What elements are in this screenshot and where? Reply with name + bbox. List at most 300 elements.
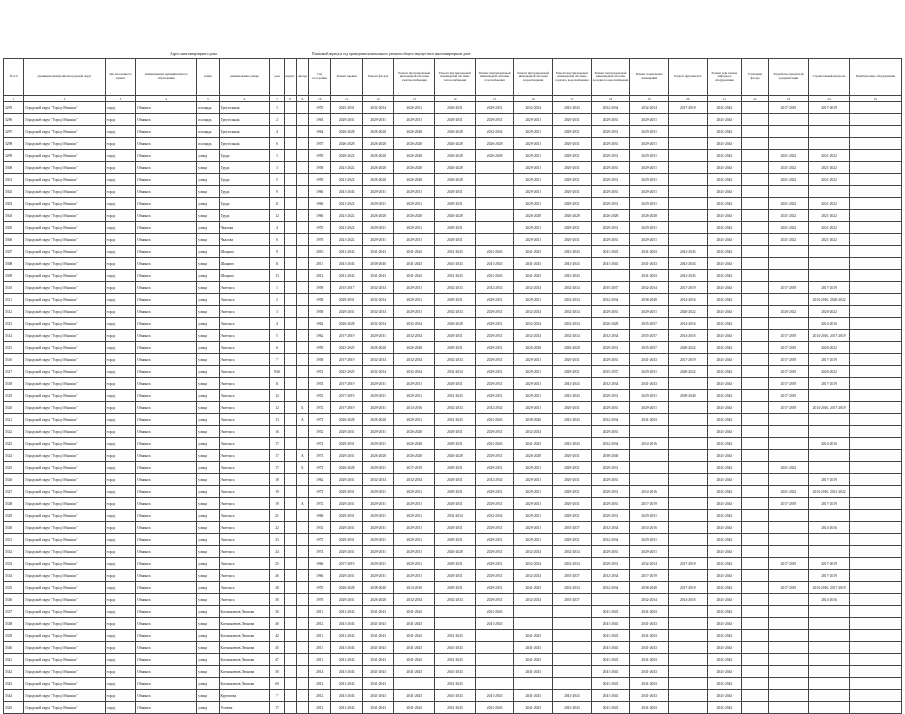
table-cell: 2017-2019 [331,330,363,342]
table-cell [284,354,296,366]
table-cell [668,498,707,510]
table-cell [475,642,514,654]
table-cell: 2029-2031 [591,186,630,198]
table-cell [849,378,901,390]
table-cell: 2017-2019 [630,570,669,582]
table-cell: Городской округ "Город Обнинск" [24,162,105,174]
table-cell: 2029-2031 [591,354,630,366]
table-cell: 2026-2028 [435,210,476,222]
table-cell: 2032-2034 [553,330,592,342]
table-cell: 2041-2043 [707,354,742,366]
table-cell: город [105,354,136,366]
table-cell: 2041-2043 [707,486,742,498]
table-row [4,126,902,138]
table-cell: город [105,486,136,498]
table-cell: 2021-2022 [331,174,363,186]
table-cell [296,210,308,222]
table-cell: 2029-2031 [475,378,514,390]
table-cell: 12 [270,210,284,222]
table-cell: 2026-2028 [435,138,476,150]
table-cell [435,618,476,630]
table-cell [742,558,768,570]
table-cell [284,138,296,150]
table-cell: 2014-2016, 2017-2019 [809,402,850,414]
table-cell: 2017-2019 [809,102,850,114]
table-cell: 1970 [309,102,331,114]
table-cell: 12 [270,402,284,414]
table-cell [742,570,768,582]
table-cell: 2017-2019 [331,354,363,366]
table-cell: 2029-2031 [362,510,394,522]
table-cell: 2041-2043 [707,342,742,354]
table-cell: Городской округ "Город Обнинск" [24,114,105,126]
table-cell: Городской округ "Город Обнинск" [24,438,105,450]
table-cell: 2041-2043 [435,666,476,678]
table-cell: 2041-2043 [591,678,630,690]
table-cell: 2026-2028 [331,138,363,150]
table-cell: 2026-2028 [514,210,553,222]
table-cell: Городской округ "Город Обнинск" [24,426,105,438]
table-cell [284,246,296,258]
table-cell: Обнинск [136,282,197,294]
table-cell: 2029-2031 [553,198,592,210]
table-cell: 2029-2031 [514,378,553,390]
table-cell [742,438,768,450]
table-cell: 1966 [309,570,331,582]
table-cell: 2041-2043 [362,702,394,714]
table-cell [296,666,308,678]
table-cell: 2017-2019 [768,366,809,378]
table-cell: 2032-2034 [553,558,592,570]
table-cell: 2041-2043 [630,666,669,678]
table-cell: Городской округ "Город Обнинск" [24,486,105,498]
table-cell: 2029-2031 [394,570,435,582]
table-cell: город [105,510,136,522]
table-cell: Городской округ "Город Обнинск" [24,342,105,354]
table-cell: 2029-2031 [435,330,476,342]
table-cell [668,162,707,174]
table-cell [742,606,768,618]
table-cell: 2014-2016 [809,318,850,330]
table-cell: город [105,174,136,186]
table-cell: Труда [219,162,270,174]
table-cell: 1963 [309,114,331,126]
table-cell: 2029-2031 [591,426,630,438]
table-cell: 13 [270,270,284,282]
table-cell: Обнинск [136,594,197,606]
table-cell: 2041-2043 [553,378,592,390]
table-cell: Городской округ "Город Обнинск" [24,186,105,198]
table-cell: 2041-2043 [630,354,669,366]
table-cell: 3330 [4,522,24,534]
table-cell: 2017-2019 [630,498,669,510]
table-cell: 3312 [4,306,24,318]
table-cell: Шацкого [219,246,270,258]
table-cell: Энгельса [219,522,270,534]
table-cell [809,258,850,270]
table-cell: 2021-2022 [768,150,809,162]
table-cell [296,186,308,198]
table-cell: 2029-2031 [514,510,553,522]
table-cell: 2014-2016, 2021-2022 [809,486,850,498]
table-cell: 2026-2028 [362,138,394,150]
table-cell: 2041-2043 [707,126,742,138]
table-cell: 3325 [4,462,24,474]
table-cell: 2041-2043 [362,654,394,666]
table-cell: 2041-2043 [707,462,742,474]
table-cell [296,126,308,138]
table-cell: 2041-2043 [707,150,742,162]
table-cell: 2021-2022 [809,198,850,210]
table-cell: улица [197,690,219,702]
table-cell: 2026-2028 [331,462,363,474]
table-cell [742,594,768,606]
table-cell: Энгельса [219,354,270,366]
table-cell [668,534,707,546]
table-cell: 2025-2031 [331,102,363,114]
table-cell: 2029-2031 [435,498,476,510]
table-cell: 2029-2031 [475,522,514,534]
table-cell: 2017-2019 [768,378,809,390]
table-cell: 2041-2043 [630,270,669,282]
table-cell: 2029-2031 [591,402,630,414]
table-cell: 2041-2043 [630,654,669,666]
table-cell: 2029-2031 [394,390,435,402]
table-cell: 2032-2034 [630,558,669,570]
table-cell [630,426,669,438]
table-cell: Городской округ "Город Обнинск" [24,534,105,546]
table-cell: Труда [219,210,270,222]
table-cell: 6 [270,138,284,150]
table-cell [742,414,768,426]
table-cell: 2026-2028 [362,126,394,138]
table-cell: 2032-2034 [591,294,630,306]
table-cell: 2029-2031 [553,222,592,234]
table-row [4,702,902,714]
table-cell: 2041-2043 [331,270,363,282]
table-cell: 2041-2043 [514,702,553,714]
table-cell: 28 [270,582,284,594]
table-cell: город [105,426,136,438]
table-cell: 2041-2043 [475,270,514,282]
table-cell [742,582,768,594]
table-cell: 2029-2031 [553,114,592,126]
table-cell: 2029-2031 [435,342,476,354]
table-cell: 2029-2031 [553,402,592,414]
table-cell [849,354,901,366]
table-cell: 12 [270,390,284,402]
table-cell: 2029-2031 [591,306,630,318]
table-cell: 2017-2019 [668,354,707,366]
table-cell: город [105,594,136,606]
table-cell: 2029-2031 [394,498,435,510]
table-cell: 2041-2043 [475,414,514,426]
table-cell: 2029-2031 [630,174,669,186]
table-cell: 2029-2031 [435,558,476,570]
table-cell [849,522,901,534]
table-cell: улица [197,486,219,498]
column-number: 23 [768,96,809,102]
column-header: Ремонт внутридомовой инженерной системы теплоснабжения [435,59,476,96]
table-cell: улица [197,618,219,630]
table-cell: 2035-2037 [591,282,630,294]
table-cell [296,270,308,282]
table-cell [742,162,768,174]
table-cell: 2041-2043 [707,162,742,174]
table-cell: 2029-2031 [394,414,435,426]
table-cell: 1951 [309,366,331,378]
table-cell: 2029-2031 [362,438,394,450]
table-cell [296,486,308,498]
table-cell: 2029-2031 [362,462,394,474]
table-cell [809,138,850,150]
table-cell [668,174,707,186]
table-cell: город [105,666,136,678]
table-cell [849,690,901,702]
table-cell: город [105,390,136,402]
column-header: тип населенного пункта [105,59,136,96]
table-cell: 17 [270,438,284,450]
table-cell: 2029-2031 [514,462,553,474]
table-row [4,438,902,450]
table-row [4,558,902,570]
table-cell [296,606,308,618]
table-cell [668,126,707,138]
table-cell: улица [197,150,219,162]
table-cell [742,426,768,438]
table-cell [742,678,768,690]
table-cell: 2026-2028 [362,162,394,174]
table-cell [475,666,514,678]
table-cell: 2026-2028 [630,210,669,222]
table-cell [768,642,809,654]
table-cell: 2026-2028 [435,450,476,462]
table-cell: Энгельса [219,510,270,522]
table-cell: 3322 [4,426,24,438]
table-cell: 1962 [309,330,331,342]
column-header: Приобретение оборудования [849,59,901,96]
table-cell [284,126,296,138]
table-cell [768,594,809,606]
column-number: 2 [24,96,105,102]
table-cell [809,186,850,198]
table-cell: А [296,450,308,462]
column-number: 8 [284,96,296,102]
table-cell: 2029-2031 [630,306,669,318]
table-cell: Космонавтов Леонова [219,666,270,678]
table-cell: 2029-2031 [591,234,630,246]
table-cell: 1968 [309,510,331,522]
table-cell: 2032-2034 [591,414,630,426]
table-cell: 2041-2043 [707,234,742,246]
table-cell [296,570,308,582]
table-cell: Городской округ "Город Обнинск" [24,354,105,366]
table-cell: 2017-2019 [668,282,707,294]
table-cell [849,306,901,318]
table-cell [768,114,809,126]
table-cell: Городской округ "Город Обнинск" [24,294,105,306]
table-cell: 2029-2031 [475,570,514,582]
table-cell: 2041-2043 [475,246,514,258]
table-cell: Труда [219,198,270,210]
table-cell: 2041-2043 [707,330,742,342]
table-cell: 2011 [309,630,331,642]
table-row [4,222,902,234]
table-cell [742,318,768,330]
table-cell [849,282,901,294]
table-cell: 2041-2043 [362,690,394,702]
table-cell: город [105,210,136,222]
table-cell: 2011 [309,642,331,654]
table-cell [284,498,296,510]
table-cell [296,642,308,654]
table-cell [768,414,809,426]
table-cell: 2020-2022 [768,306,809,318]
table-cell: А [296,414,308,426]
table-cell [742,378,768,390]
table-cell [768,702,809,714]
table-cell: 2029-2031 [475,342,514,354]
table-cell: улица [197,702,219,714]
table-row [4,546,902,558]
table-cell: 1972 [309,438,331,450]
table-cell [742,126,768,138]
table-cell: 2029-2031 [630,390,669,402]
table-cell: 2026-2028 [553,342,592,354]
table-cell: Городской округ "Город Обнинск" [24,282,105,294]
table-cell: 2041-2043 [435,390,476,402]
table-cell: 2041-2043 [591,666,630,678]
table-cell: 2029-2031 [630,162,669,174]
column-number: 13 [394,96,435,102]
table-cell: 2041-2043 [514,246,553,258]
table-cell: 2017-2019 [809,354,850,366]
table-cell [849,294,901,306]
table-cell: 2041-2043 [707,678,742,690]
column-number: 5 [197,96,219,102]
table-cell: 2029-2031 [553,462,592,474]
table-cell [296,114,308,126]
table-cell: город [105,258,136,270]
table-cell [849,234,901,246]
column-header: Разработка проектной документации [768,59,809,96]
table-cell: 2032-2034 [362,318,394,330]
table-cell: 2029-2031 [514,354,553,366]
table-cell: 2029-2031 [331,438,363,450]
table-cell: 2029-2031 [630,150,669,162]
table-cell [809,390,850,402]
table-cell [284,282,296,294]
table-cell: 2010 [309,246,331,258]
table-cell: Городской округ "Город Обнинск" [24,150,105,162]
table-cell [394,678,435,690]
table-cell: 2041-2043 [707,378,742,390]
table-cell: город [105,558,136,570]
header-row [4,59,902,96]
table-cell [284,534,296,546]
table-cell [849,534,901,546]
table-cell: 2041-2043 [707,522,742,534]
table-cell: 1964 [309,126,331,138]
table-cell: улица [197,270,219,282]
table-cell: 2029-2031 [362,522,394,534]
table-cell [284,642,296,654]
table-cell: 2029-2031 [591,114,630,126]
table-cell: 2029-2031 [591,474,630,486]
table-cell: 2029-2031 [331,570,363,582]
table-cell: 2023-2025 [331,342,363,354]
table-cell: Городской округ "Город Обнинск" [24,318,105,330]
table-cell [296,138,308,150]
table-cell [849,210,901,222]
table-cell [849,150,901,162]
table-cell: 2020-2022 [668,306,707,318]
table-cell: 2017-2019 [768,354,809,366]
table-cell: 2017-2019 [768,582,809,594]
table-cell: город [105,366,136,378]
table-cell: Обнинск [136,570,197,582]
table-cell: 2041-2043 [707,438,742,450]
table-cell: 2032-2033 [475,282,514,294]
table-cell [296,546,308,558]
table-cell: город [105,402,136,414]
table-cell: 2041-2043 [553,438,592,450]
table-cell: 2029-2031 [475,534,514,546]
table-row [4,282,902,294]
table-cell: 2029-2031 [362,234,394,246]
table-cell: 2041-2043 [475,258,514,270]
table-cell: 2021-2022 [768,198,809,210]
repair-schedule-table [3,58,902,714]
table-cell: 2032-2034 [591,534,630,546]
table-cell: 2021-2022 [809,162,850,174]
table-cell: 2041-2043 [707,546,742,558]
table-cell: 5 [270,330,284,342]
table-cell: 2041-2043 [553,246,592,258]
table-cell: 2032-2034 [394,474,435,486]
table-cell: 2029-2031 [514,126,553,138]
table-cell: 2041-2043 [591,630,630,642]
table-cell: 2032-2034 [475,510,514,522]
table-cell: 2041-2043 [514,642,553,654]
table-cell: Обнинск [136,666,197,678]
table-cell [768,426,809,438]
table-cell [742,402,768,414]
table-cell: улица [197,594,219,606]
table-cell: 2017-2019 [331,558,363,570]
table-cell: 2029-2031 [435,222,476,234]
table-cell: 2041-2043 [362,618,394,630]
table-cell [768,126,809,138]
table-cell: 7 [270,354,284,366]
table-cell: 2041-2043 [475,618,514,630]
table-cell [768,630,809,642]
table-cell [742,498,768,510]
table-cell [742,390,768,402]
table-cell: 3304 [4,210,24,222]
table-cell: 2041-2043 [435,654,476,666]
table-cell: 13 [270,414,284,426]
table-cell [742,534,768,546]
table-cell: 2029-2031 [435,198,476,210]
table-cell: 2017-2019 [768,330,809,342]
table-cell: Обнинск [136,414,197,426]
table-cell: 2032-2034 [435,366,476,378]
table-row [4,570,902,582]
table-cell: Городской округ "Город Обнинск" [24,546,105,558]
table-cell: 2032-2034 [553,318,592,330]
table-cell: Чкалова [219,234,270,246]
